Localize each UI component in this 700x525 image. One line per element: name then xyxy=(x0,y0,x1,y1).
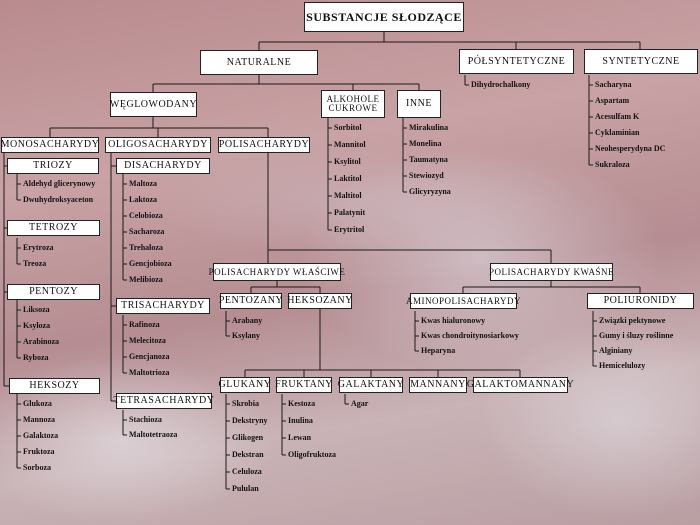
syntetyczne-item: Aspartam xyxy=(595,96,630,105)
disacharydy-item: Gencjobioza xyxy=(129,259,172,268)
inne-item: Taumatyna xyxy=(409,155,448,164)
category-aminopolisacharydy: AMINOPOLISACHARYDY xyxy=(410,293,517,309)
disacharydy-item: Trehaloza xyxy=(129,243,163,252)
poliuronidy-item: Gumy i śluzy roślinne xyxy=(599,331,674,340)
glukany-item: Dekstryny xyxy=(232,416,268,425)
category-oligosacharydy: OLIGOSACHARYDY xyxy=(105,137,211,153)
trisacharydy-item: Melecitoza xyxy=(129,336,166,345)
tetrasacharydy-item: Stachioza xyxy=(129,415,162,424)
heksozy-item: Galaktoza xyxy=(23,431,59,440)
fruktany-item: Inulina xyxy=(288,416,313,425)
alkohole-item: Laktitol xyxy=(334,174,362,183)
aminopoli-item: Kwas hialuronowy xyxy=(421,316,486,325)
pentozany-item: Ksylany xyxy=(232,331,261,340)
triozy-item: Dwuhydroksyaceton xyxy=(23,195,94,204)
heksozy-item: Fruktoza xyxy=(23,447,55,456)
alkohole-item: Maltitol xyxy=(334,191,362,200)
heksozy-item: Mannoza xyxy=(23,415,55,424)
category-polisacharydy-kwasne: POLISACHARYDY KWAŚNE xyxy=(490,263,613,281)
pentozy-item: Ryboza xyxy=(23,353,49,362)
aminopoli-item: Heparyna xyxy=(421,346,456,355)
syntetyczne-item: Acesulfam K xyxy=(595,112,640,121)
category-mannany: MANNANY xyxy=(409,377,467,393)
galaktany-item: Agar xyxy=(351,399,369,408)
poliuronidy-item: Alginiany xyxy=(599,346,633,355)
inne-item: Mirakulina xyxy=(409,123,449,132)
category-polsyntetyczne: PÓŁSYNTETYCZNE xyxy=(459,49,574,74)
fruktany-item: Oligofruktoza xyxy=(288,450,336,459)
category-naturalne: NATURALNE xyxy=(200,50,318,75)
pentozany-item: Arabany xyxy=(232,316,263,325)
disacharydy-item: Sacharoza xyxy=(129,227,165,236)
trisacharydy-item: Gencjanoza xyxy=(129,352,170,361)
category-heksozy: HEKSOZY xyxy=(9,378,100,394)
pentozy-item: Arabinoza xyxy=(23,337,59,346)
alkohole-item: Palatynit xyxy=(334,208,366,217)
category-galaktomannany: GALAKTOMANNANY xyxy=(473,377,568,393)
inne-item: Monelina xyxy=(409,139,442,148)
aminopoli-item: Kwas chondroitynosiarkowy xyxy=(421,331,519,340)
alkohole-item: Ksylitol xyxy=(334,157,361,166)
category-glukany: GLUKANY xyxy=(220,377,270,393)
syntetyczne-item: Neohesperydyna DC xyxy=(595,144,666,153)
disacharydy-item: Laktoza xyxy=(129,195,157,204)
alkohole-item: Erytritol xyxy=(334,225,365,234)
tetrasacharydy-item: Maltotetraoza xyxy=(129,430,178,439)
disacharydy-item: Melibioza xyxy=(129,275,163,284)
category-pentozy: PENTOZY xyxy=(7,284,100,300)
poliuronidy-item: Hemicelulozy xyxy=(599,361,646,370)
category-syntetyczne: SYNTETYCZNE xyxy=(584,49,698,74)
trisacharydy-item: Maltotrioza xyxy=(129,368,170,377)
glukany-item: Pululan xyxy=(232,484,259,493)
category-polisacharydy: POLISACHARYDY xyxy=(218,137,310,153)
category-trisacharydy: TRISACHARYDY xyxy=(116,298,210,314)
category-poliuronidy: POLIURONIDY xyxy=(587,293,694,309)
category-tetrozy: TETROZY xyxy=(7,220,100,236)
category-monosacharydy: MONOSACHARYDY xyxy=(1,137,99,153)
category-disacharydy: DISACHARYDY xyxy=(116,158,210,174)
alkohole-item: Sorbitol xyxy=(334,123,362,132)
syntetyczne-item: Sacharyna xyxy=(595,80,632,89)
inne-item: Stewiozyd xyxy=(409,171,444,180)
syntetyczne-item: Sukraloza xyxy=(595,160,630,169)
polsyntetyczne-item: Dihydrochalkony xyxy=(471,80,531,89)
category-galaktany: GALAKTANY xyxy=(339,377,403,393)
category-heksozany: HEKSOZANY xyxy=(288,293,352,309)
inne-item: Glicyryzyna xyxy=(409,187,451,196)
tetrozy-item: Treoza xyxy=(23,259,47,268)
tetrozy-item: Erytroza xyxy=(23,243,54,252)
disacharydy-item: Maltoza xyxy=(129,179,157,188)
heksozy-item: Sorboza xyxy=(23,463,51,472)
category-polisacharydy-wlasciwe: POLISACHARYDY WŁAŚCIWE xyxy=(213,263,341,281)
fruktany-item: Lewan xyxy=(288,433,312,442)
disacharydy-item: Celobioza xyxy=(129,211,163,220)
category-fruktany: FRUKTANY xyxy=(276,377,332,393)
alkohole-item: Mannitol xyxy=(334,140,366,149)
heksozy-item: Glukoza xyxy=(23,399,52,408)
category-triozy: TRIOZY xyxy=(7,158,99,174)
category-weglowodany: WĘGLOWODANY xyxy=(110,92,197,117)
glukany-item: Skrobia xyxy=(232,399,259,408)
trisacharydy-item: Rafinoza xyxy=(129,320,160,329)
syntetyczne-item: Cyklaminian xyxy=(595,128,640,137)
diagram-title: SUBSTANCJE SŁODZĄCE xyxy=(304,2,464,32)
glukany-item: Dekstran xyxy=(232,450,264,459)
pentozy-item: Ksyloza xyxy=(23,321,51,330)
pentozy-item: Liksoza xyxy=(23,305,50,314)
triozy-item: Aldehyd glicerynowy xyxy=(23,179,96,188)
fruktany-item: Kestoza xyxy=(288,399,316,408)
category-tetrasacharydy: TETRASACHARYDY xyxy=(116,393,212,409)
glukany-item: Celuloza xyxy=(232,467,262,476)
glukany-item: Glikogen xyxy=(232,433,264,442)
poliuronidy-item: Związki pektynowe xyxy=(599,316,666,325)
category-inne: INNE xyxy=(397,90,441,118)
category-pentozany: PENTOZANY xyxy=(220,293,282,309)
category-alkohole-cukrowe: ALKOHOLE CUKROWE xyxy=(321,90,385,118)
